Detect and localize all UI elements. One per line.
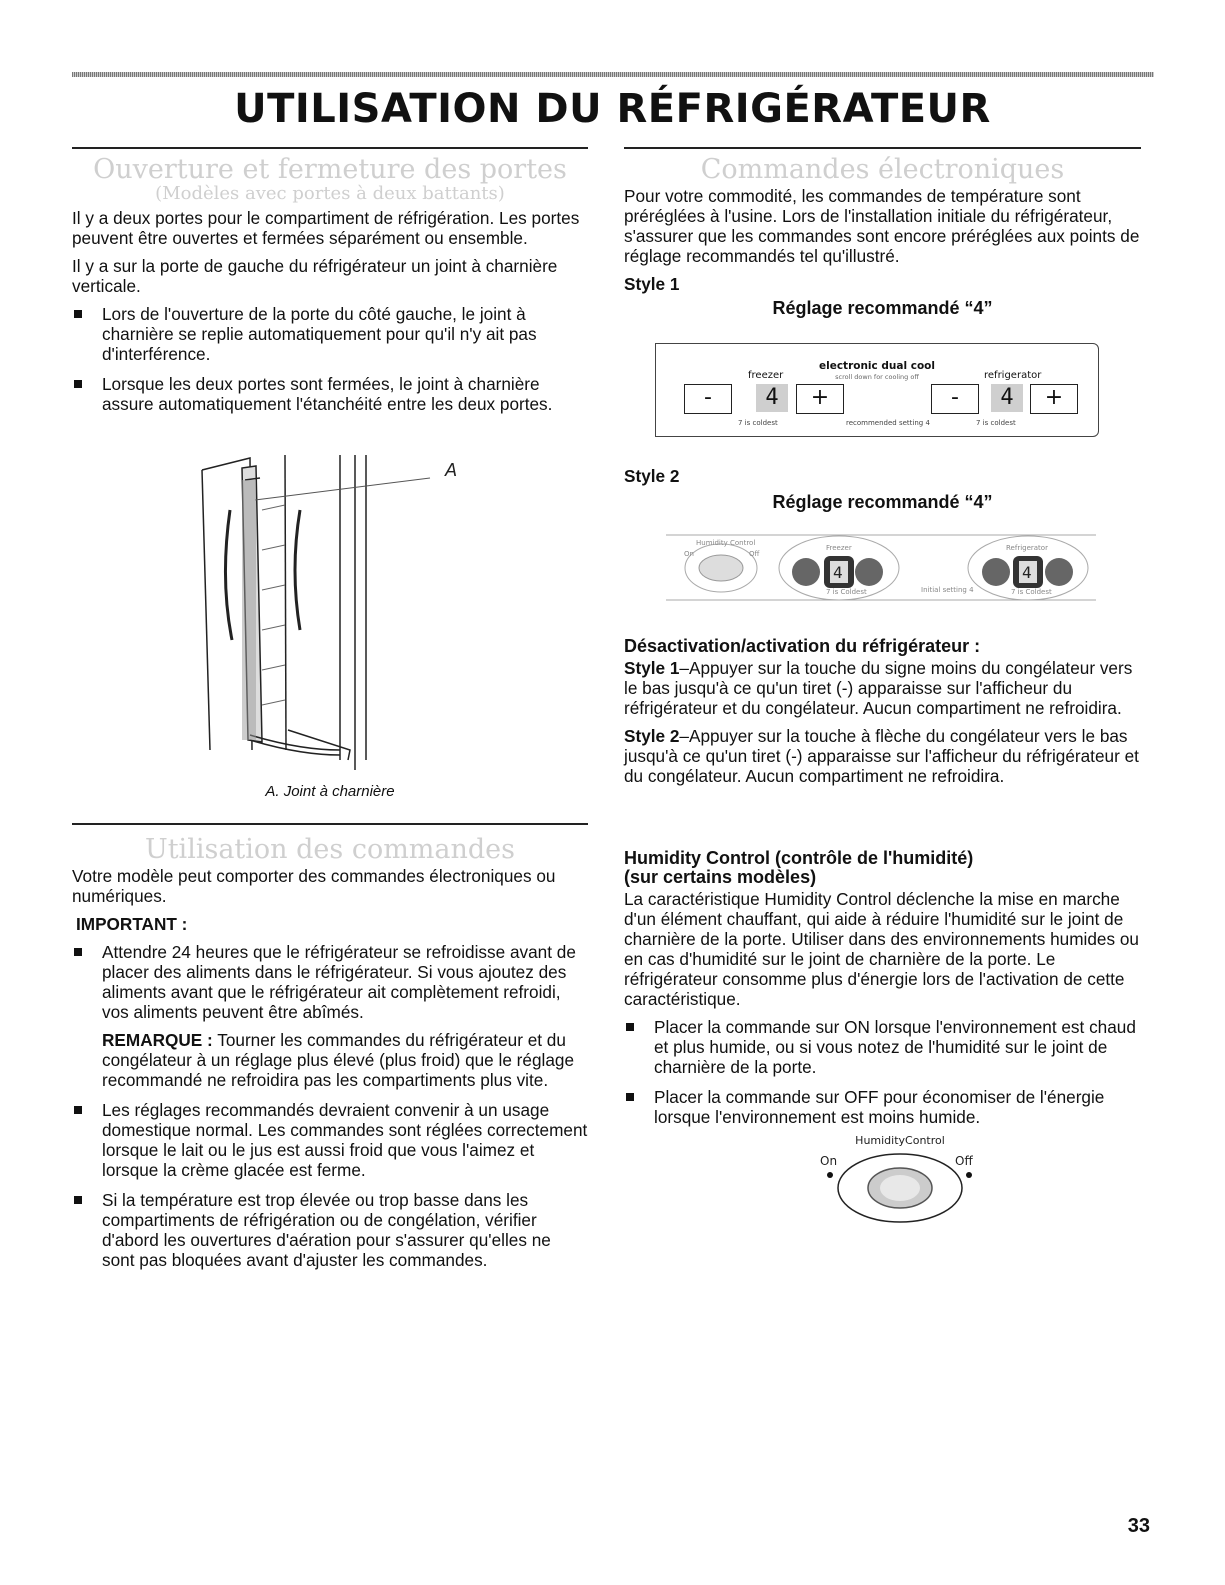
deactivation-style1: [624, 658, 1141, 718]
list-item: Attendre 24 heures que le réfrigérateur se refroidisse avant de placer des aliments dans le réfrigérateur. Si vous ajoutez des aliments avant que le réfrigérateur ait complètement refroidi, vos aliments peuvent être abîmés.: [72, 942, 588, 1022]
list-item: Si la température est trop élevée ou trop basse dans les compartiments de réfrigération ou de congélation, vérifier d'abord les ouvertures d'aération pour s'assurer qu'elles ne sont pas bloquées avant d'ajuster les commandes.: [72, 1190, 588, 1270]
list-item: Les réglages recommandés devraient convenir à un usage domestique normal. Les commandes sont réglées correctement lorsque le lait ou le jus est aussi froid que vous l'aimez et lorsque la crème glacée est ferme.: [72, 1100, 588, 1180]
list-item: Lorsque les deux portes sont fermées, le joint à charnière assure automatiquement l'étanchéité entre les deux portes.: [72, 374, 588, 414]
deactivation-style1-text: –Appuyer sur la touche du signe moins du congélateur vers le bas jusqu'à ce qu'un tiret (-) apparaisse sur l'afficheur du réfrigérateur et du congélateur. Aucun compartiment ne refroidira.: [624, 658, 1133, 718]
s2-refrigerator-display: 4: [1022, 563, 1032, 582]
electronic-heading: Commandes électroniques: [700, 154, 1065, 185]
controls-bullets: [72, 942, 588, 1022]
s2-freezer-label: Freezer: [826, 544, 852, 552]
doors-subheading: (Modèles avec portes à deux battants): [155, 183, 505, 204]
page-number: 33: [1127, 1515, 1150, 1537]
style2-setting: Réglage recommandé “4”: [772, 492, 993, 512]
humidity-section: [624, 849, 1141, 1137]
refrigerator-label: refrigerator: [984, 370, 1042, 381]
s2-on-label: On: [684, 550, 694, 558]
freezer-plus-button[interactable]: +: [796, 384, 844, 414]
s2-initial-setting: Initial setting 4: [921, 586, 974, 594]
controls-section: [72, 834, 588, 1280]
humidity-diagram-on: On: [820, 1154, 838, 1168]
freezer-label: freezer: [748, 370, 784, 381]
controls-paragraph: Votre modèle peut comporter des commandes électroniques ou numériques.: [72, 866, 556, 906]
on-indicator-dot: [827, 1172, 833, 1178]
deactivation-section: [624, 636, 1141, 794]
note-label: REMARQUE :: [102, 1030, 213, 1050]
note-text: Tourner les commandes du réfrigérateur et du congélateur à un réglage plus élevé (plus froid) que le réglage recommandé ne refroidira pas les compartiments plus vite.: [102, 1030, 575, 1090]
controls-heading: Utilisation des commandes: [144, 834, 516, 865]
refrigerator-plus-button[interactable]: +: [1030, 384, 1078, 414]
electronic-section: [624, 154, 1141, 318]
controls-bullets-2: [72, 1100, 588, 1270]
off-indicator-dot: [966, 1172, 972, 1178]
humidity-bullets: [624, 1017, 1141, 1127]
hinged-seal-figure: [190, 450, 470, 780]
style2-block: [624, 466, 1141, 512]
s2-refrigerator-coldest: 7 is Coldest: [1011, 588, 1052, 596]
right-section-rule: [624, 147, 1141, 149]
style1-setting: Réglage recommandé “4”: [772, 298, 993, 318]
humidity-diagram-off: Off: [955, 1154, 973, 1168]
humidity-subheading: (sur certains modèles): [624, 867, 817, 887]
s2-refrigerator-label: Refrigerator: [1006, 544, 1048, 552]
figure-caption: A. Joint à charnière: [265, 783, 395, 800]
style1-control-panel: [655, 343, 1099, 437]
list-item: Placer la commande sur OFF pour économiser de l'énergie lorsque l'environnement est moins humide.: [624, 1087, 1141, 1127]
doors-bullets: [72, 304, 588, 414]
refrigerator-minus-button[interactable]: -: [931, 384, 979, 414]
refrigerator-coldest-note: 7 is coldest: [976, 419, 1016, 427]
doors-paragraph-1: Il y a deux portes pour le compartiment de réfrigération. Les portes peuvent être ouvertes et fermées séparément ou ensemble.: [72, 208, 580, 248]
humidity-diagram-title: HumidityControl: [855, 1134, 945, 1147]
deactivation-style1-label: Style 1: [624, 658, 680, 678]
s2-off-label: Off: [749, 550, 760, 558]
left-section-rule-2: [72, 823, 588, 825]
electronic-paragraph: Pour votre commodité, les commandes de température sont préréglées à l'usine. Lors de l'installation initiale du réfrigérateur, s'assurer que les commandes sont encore préréglées aux points de réglage recommandés tel qu'illustré.: [624, 186, 1140, 266]
left-column: [72, 154, 588, 424]
deactivation-heading: Désactivation/activation du réfrigérateur :: [624, 636, 981, 656]
panel-title: electronic dual cool: [818, 360, 935, 372]
s2-humidity-label: Humidity Control: [696, 539, 756, 547]
recommended-note: recommended setting 4: [846, 419, 930, 427]
refrigerator-display: 4: [991, 384, 1023, 412]
humidity-control-diagram: [800, 1130, 1000, 1225]
list-item: Placer la commande sur ON lorsque l'environnement est chaud et plus humide, ou si vous notez de l'humidité sur le joint de charnière de la porte.: [624, 1017, 1141, 1077]
s2-freezer-coldest: 7 is Coldest: [826, 588, 867, 596]
style2-label: Style 2: [624, 466, 680, 486]
top-decorative-bar: [72, 72, 1154, 77]
humidity-paragraph: La caractéristique Humidity Control déclenche la mise en marche d'un élément chauffant, qui aide à réduire l'humidité sur le joint de charnière de la porte. Utiliser dans des environnements humides ou en cas d'humidité sur le joint de charnière de la porte. Le réfrigérateur consomme plus d'énergie lors de l'activation de cette caractéristique.: [624, 889, 1139, 1009]
figure-callout-a: A: [445, 460, 458, 480]
panel-subtitle: scroll down for cooling off: [835, 373, 919, 381]
left-section-rule: [72, 147, 588, 149]
important-label: IMPORTANT :: [76, 914, 188, 934]
doors-heading: Ouverture et fermeture des portes: [93, 154, 567, 185]
deactivation-style2-label: Style 2: [624, 726, 680, 746]
style2-control-panel: [666, 530, 1096, 608]
doors-paragraph-2: Il y a sur la porte de gauche du réfrigérateur un joint à charnière verticale.: [72, 256, 558, 296]
style1-label: Style 1: [624, 274, 680, 294]
s2-freezer-display: 4: [833, 563, 843, 582]
deactivation-style2-text: –Appuyer sur la touche à flèche du congélateur vers le bas jusqu'à ce qu'un tiret (-) apparaisse sur l'afficheur du réfrigérateur et du congélateur. Aucun compartiment ne refroidira.: [624, 726, 1139, 786]
deactivation-style2: [624, 726, 1141, 786]
humidity-heading: Humidity Control (contrôle de l'humidité): [624, 848, 974, 868]
freezer-display: 4: [756, 384, 788, 412]
note-paragraph: [72, 1030, 588, 1090]
freezer-minus-button[interactable]: -: [684, 384, 732, 414]
list-item: Lors de l'ouverture de la porte du côté gauche, le joint à charnière se replie automatiquement pour qu'il n'y ait pas d'interférence.: [72, 304, 588, 364]
page-title: UTILISATION DU RÉFRIGÉRATEUR: [234, 86, 991, 132]
freezer-coldest-note: 7 is coldest: [738, 419, 778, 427]
